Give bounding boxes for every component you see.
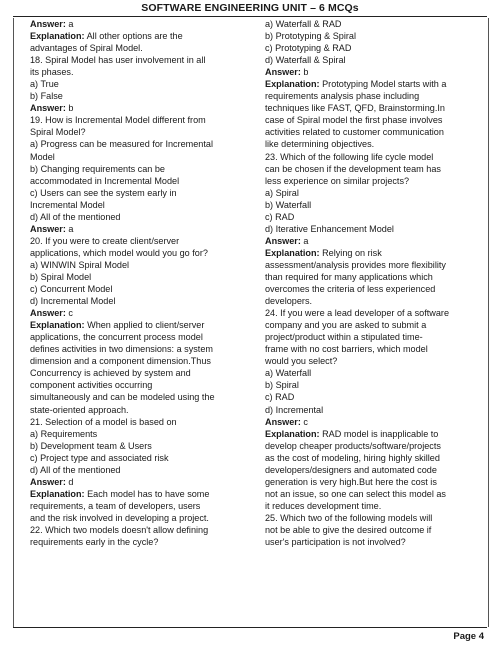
line-text: b) Changing requirements can be (30, 163, 165, 174)
line-text: developers/designers and automated code (265, 464, 437, 475)
line-text: frame with no cost barriers, which model (265, 344, 428, 355)
text-line (30, 452, 258, 464)
line-text: generation is very high.But here the cost is (265, 476, 437, 487)
text-line (30, 126, 258, 138)
right-column (265, 18, 487, 548)
line-text: 25. Which two of the following models will (265, 512, 433, 523)
text-line (265, 114, 487, 126)
line-text: requirements, a team of developers, users (30, 500, 201, 511)
text-line (30, 114, 258, 126)
labeled-line (265, 247, 487, 259)
line-text: b) Spiral Model (30, 271, 92, 282)
line-text: company and you are asked to submit a (265, 320, 427, 331)
text-line (265, 223, 487, 235)
line-text: Prototyping Model starts with a (319, 79, 447, 90)
line-text: RAD model is inapplicable to (319, 428, 439, 439)
line-text: would you select? (265, 356, 338, 367)
line-text: Concurrency is achieved by system and (30, 368, 191, 379)
text-line (265, 452, 487, 464)
text-line (30, 331, 258, 343)
text-line (265, 175, 487, 187)
line-text: overcomes the criteria of less experienced (265, 284, 436, 295)
line-text: assessment/analysis provides more flexibility (265, 259, 446, 270)
line-text: a (300, 235, 309, 246)
line-text: than required for many applications which (265, 271, 433, 282)
text-line (30, 199, 258, 211)
line-text: applications, the concurrent process model (30, 332, 203, 343)
line-text: b) Spiral (265, 380, 299, 391)
line-text: requirements analysis phase including (265, 91, 420, 102)
labeled-line (30, 307, 258, 319)
footer-rule (13, 627, 487, 628)
text-line (30, 524, 258, 536)
text-line (265, 355, 487, 367)
labeled-line (265, 235, 487, 247)
header-rule (13, 16, 487, 17)
line-text: c) Project type and associated risk (30, 452, 169, 463)
text-line (265, 283, 487, 295)
line-text: b) Waterfall (265, 199, 312, 210)
line-text: a) WINWIN Spiral Model (30, 259, 130, 270)
text-line (30, 428, 258, 440)
line-text: 19. How is Incremental Model different from (30, 115, 206, 126)
line-text: project/product within a stipulated time- (265, 332, 423, 343)
explanation-label: Explanation: (30, 31, 85, 42)
explanation-label: Explanation: (30, 320, 85, 331)
text-line (30, 283, 258, 295)
line-text: c (65, 308, 73, 319)
labeled-line (265, 428, 487, 440)
text-line (30, 343, 258, 355)
line-text: c) Prototyping & RAD (265, 43, 352, 54)
explanation-label: Explanation: (30, 488, 85, 499)
line-text: d (65, 476, 74, 487)
text-line (265, 488, 487, 500)
line-text: it reduces development time. (265, 500, 382, 511)
labeled-line (30, 476, 258, 488)
line-text: 21. Selection of a model is based on (30, 416, 177, 427)
answer-label: Answer: (30, 19, 66, 29)
text-line (265, 295, 487, 307)
text-line (30, 247, 258, 259)
answer-label: Answer: (265, 235, 301, 246)
text-line (30, 151, 258, 163)
text-line (30, 355, 258, 367)
line-text: b) Development team & Users (30, 440, 152, 451)
line-text: a) True (30, 79, 59, 90)
text-line (30, 42, 258, 54)
line-text: accommodated in Incremental Model (30, 175, 180, 186)
line-text: like determining objectives. (265, 139, 375, 150)
text-line (265, 271, 487, 283)
line-text: Relying on risk (319, 247, 382, 258)
text-line (30, 66, 258, 78)
line-text: When applied to client/server (84, 320, 205, 331)
line-text: All other options are the (84, 31, 183, 42)
explanation-label: Explanation: (265, 79, 320, 90)
line-text: c) Users can see the system early in (30, 187, 177, 198)
line-text: activities related to customer communication (265, 127, 444, 138)
text-line (265, 367, 487, 379)
line-text: case of Spiral model the first phase involves (265, 115, 443, 126)
text-line (30, 163, 258, 175)
line-text: component activities occurring (30, 380, 153, 391)
line-text: b) False (30, 91, 63, 102)
line-text: Each model has to have some (84, 488, 210, 499)
line-text: c) RAD (265, 392, 295, 403)
text-line (30, 367, 258, 379)
labeled-line (30, 319, 258, 331)
line-text: state-oriented approach. (30, 404, 129, 415)
text-line (265, 102, 487, 114)
answer-label: Answer: (30, 223, 66, 234)
text-line (265, 343, 487, 355)
line-text: a) Progress can be measured for Incremental (30, 139, 213, 150)
line-text: d) Incremental (265, 404, 324, 415)
line-text: can be chosen if the development team has (265, 163, 441, 174)
text-line (265, 187, 487, 199)
text-line (265, 512, 487, 524)
answer-label: Answer: (30, 103, 66, 114)
text-line (30, 259, 258, 271)
answer-label: Answer: (30, 308, 66, 319)
line-text: d) Waterfall & Spiral (265, 55, 346, 66)
left-column (30, 18, 258, 548)
text-line (30, 78, 258, 90)
line-text: a) Requirements (30, 428, 98, 439)
text-line (30, 391, 258, 403)
text-line (30, 54, 258, 66)
text-line (30, 500, 258, 512)
line-text: c) Concurrent Model (30, 284, 113, 295)
text-line (265, 151, 487, 163)
text-line (265, 259, 487, 271)
text-line (30, 464, 258, 476)
line-text: Incremental Model (30, 199, 105, 210)
line-text: 24. If you were a lead developer of a software (265, 308, 450, 319)
line-text: not an issue, so one can select this model as (265, 488, 446, 499)
labeled-line (30, 102, 258, 114)
labeled-line (265, 78, 487, 90)
text-line (265, 307, 487, 319)
labeled-line (30, 18, 258, 30)
text-line (265, 464, 487, 476)
text-line (30, 440, 258, 452)
line-text: 20. If you were to create client/server (30, 235, 180, 246)
text-line (265, 211, 487, 223)
labeled-line (30, 488, 258, 500)
line-text: a) Waterfall & RAD (265, 19, 342, 29)
text-line (265, 440, 487, 452)
labeled-line (265, 416, 487, 428)
line-text: Model (30, 151, 55, 162)
text-line (265, 90, 487, 102)
text-line (30, 235, 258, 247)
line-text: Spiral Model? (30, 127, 86, 138)
line-text: d) Incremental Model (30, 296, 116, 307)
text-line (30, 536, 258, 548)
text-line (30, 512, 258, 524)
text-line (30, 416, 258, 428)
line-text: its phases. (30, 67, 74, 78)
text-line (265, 138, 487, 150)
page-number: Page 4 (453, 631, 484, 642)
line-text: 22. Which two models doesn't allow defining (30, 524, 209, 535)
line-text: b) Prototyping & Spiral (265, 31, 356, 42)
line-text: a (65, 223, 74, 234)
labeled-line (265, 66, 487, 78)
text-line (265, 199, 487, 211)
explanation-label: Explanation: (265, 428, 320, 439)
text-line (265, 163, 487, 175)
text-line (30, 404, 258, 416)
line-text: c (300, 416, 308, 427)
line-text: advantages of Spiral Model. (30, 43, 143, 54)
line-text: b (65, 103, 74, 114)
line-text: d) Iterative Enhancement Model (265, 223, 394, 234)
text-line (265, 536, 487, 548)
line-text: requirements early in the cycle? (30, 537, 159, 548)
labeled-line (30, 30, 258, 42)
labeled-line (30, 223, 258, 235)
text-line (30, 379, 258, 391)
text-line (30, 187, 258, 199)
text-line (265, 319, 487, 331)
text-line (265, 391, 487, 403)
line-text: user's participation is not involved? (265, 537, 406, 548)
text-line (265, 54, 487, 66)
line-text: as the cost of modeling, hiring highly skilled (265, 452, 440, 463)
line-text: a) Spiral (265, 187, 299, 198)
line-text: simultaneously and can be modeled using the (30, 392, 215, 403)
text-line (30, 295, 258, 307)
text-line (265, 476, 487, 488)
line-text: 23. Which of the following life cycle model (265, 151, 434, 162)
text-line (30, 175, 258, 187)
line-text: d) All of the mentioned (30, 211, 121, 222)
line-text: a) Waterfall (265, 368, 312, 379)
text-line (265, 500, 487, 512)
text-line (30, 90, 258, 102)
line-text: less experience on similar projects? (265, 175, 410, 186)
text-line (265, 524, 487, 536)
text-line (30, 138, 258, 150)
explanation-label: Explanation: (265, 247, 320, 258)
line-text: develop cheaper products/software/projects (265, 440, 441, 451)
line-text: and the risk involved in developing a project. (30, 512, 209, 523)
line-text: b (300, 67, 309, 78)
line-text: dimension and a component dimension.Thus (30, 356, 211, 367)
answer-label: Answer: (30, 476, 66, 487)
line-text: developers. (265, 296, 313, 307)
line-text: techniques like FAST, QFD, Brainstorming.In (265, 103, 445, 114)
text-line (265, 126, 487, 138)
text-line (265, 331, 487, 343)
line-text: applications, which model would you go for? (30, 247, 208, 258)
text-line (265, 379, 487, 391)
line-text: c) RAD (265, 211, 295, 222)
text-line (30, 271, 258, 283)
answer-label: Answer: (265, 416, 301, 427)
line-text: d) All of the mentioned (30, 464, 121, 475)
text-line (265, 404, 487, 416)
line-text: 18. Spiral Model has user involvement in all (30, 55, 206, 66)
line-text: defines activities in two dimensions: a system (30, 344, 213, 355)
line-text: not be able to give the desired outcome if (265, 524, 432, 535)
page-header-title: SOFTWARE ENGINEERING UNIT – 6 MCQs (141, 2, 359, 14)
text-line (265, 30, 487, 42)
text-line (265, 18, 487, 30)
line-text: a (65, 19, 74, 29)
answer-label: Answer: (265, 67, 301, 78)
text-line (30, 211, 258, 223)
text-line (265, 42, 487, 54)
